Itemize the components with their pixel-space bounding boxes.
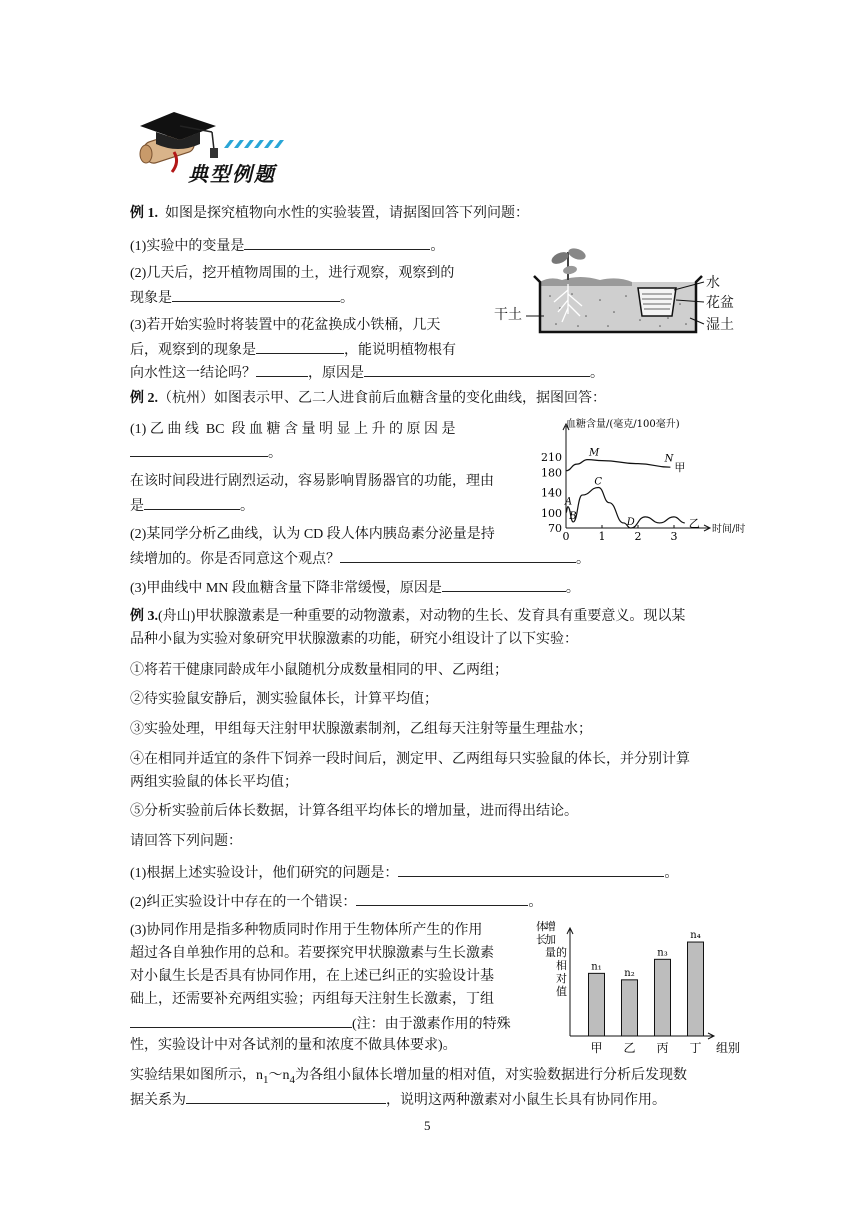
x-axis-label: 时间/时 xyxy=(712,524,746,535)
ex3-step4b-text: 两组实验鼠的体长平均值； xyxy=(130,775,298,790)
answer-blank[interactable] xyxy=(172,287,340,302)
ex3-q3b xyxy=(130,944,494,964)
ex3-res-a-post: 为各组小鼠体长增加量的相对值，对实验数据进行分析后发现数 xyxy=(295,1068,687,1083)
ex3-q2-line xyxy=(130,891,542,913)
ex3-q1-line xyxy=(130,862,678,884)
series-line-2 xyxy=(566,487,685,528)
ex3-step4a-text: ④在相同并适宜的条件下饲养一段时间后，测定甲、乙两组每只实验鼠的体长，并分别计算 xyxy=(130,752,690,767)
ex3-q2: (2)纠正实验设计中存在的一个错误： xyxy=(130,895,357,910)
ex1-q2b-line xyxy=(130,287,354,309)
ex3-res-a-pre: 实验结果如图所示，n xyxy=(130,1068,263,1083)
ex1-q2a: (2)几天后，挖开植物周围的土，进行观察，观察到的 xyxy=(130,266,455,281)
y-axis-label-char: 增 xyxy=(545,920,556,933)
ex1-intro: 如图是探究植物向水性的实验装置，请据图回答下列问题： xyxy=(165,206,529,221)
answer-blank[interactable] xyxy=(144,495,240,510)
answer-blank[interactable] xyxy=(130,442,268,457)
category-label: 丙 xyxy=(656,1041,669,1055)
ex1-q3b-end: ，能说明植物根有 xyxy=(344,343,456,358)
label-wet-soil: 湿土 xyxy=(706,318,734,333)
ex1-q1-text: (1)实验中的变量是 xyxy=(130,239,245,254)
label-water: 水 xyxy=(706,276,720,291)
punct: 。 xyxy=(240,499,254,514)
subscript: 4 xyxy=(289,1073,295,1086)
ex2-q2a: (2)某同学分析乙曲线，认为 CD 段人体内胰岛素分泌量是持 xyxy=(130,527,495,542)
subscript: 1 xyxy=(263,1073,269,1086)
point-label: B xyxy=(569,510,577,522)
plant-hydrotropism-apparatus-icon xyxy=(490,246,740,342)
bar-chart-svg xyxy=(534,922,754,1062)
answer-blank[interactable] xyxy=(186,1089,386,1104)
answer-blank[interactable] xyxy=(442,577,566,592)
y-tick-label: 70 xyxy=(548,522,562,535)
section-title: 典型例题 xyxy=(188,162,276,186)
ex2-q1a-line xyxy=(130,420,456,440)
ex3-q3c-text: 对小鼠生长是否具有协同作用，在上述已纠正的实验设计基 xyxy=(130,969,494,984)
ex3-intro-a: (舟山)甲状腺激素是一种重要的动物激素，对动物的生长、发育具有重要意义。现以某 xyxy=(158,609,686,624)
ex3-step5 xyxy=(130,802,578,822)
ex3-step1-text: ①将若干健康同龄成年小鼠随机分成数量相同的甲、乙两组； xyxy=(130,663,508,678)
x-axis-label: 组别 xyxy=(716,1041,741,1055)
y-axis-label-char: 体 xyxy=(536,920,547,933)
ex1-q3b-line xyxy=(130,339,456,361)
ex1-q3a-line xyxy=(130,316,440,336)
answer-blank[interactable] xyxy=(244,235,430,250)
category-label: 甲 xyxy=(590,1041,603,1055)
ex3-ask-text: 请回答下列问题： xyxy=(130,834,242,849)
y-axis-label: 血糖含量/(毫克/100毫升) xyxy=(566,419,680,430)
answer-blank[interactable] xyxy=(130,1013,352,1028)
ex3-q3e-line xyxy=(130,1013,511,1035)
series-label: 甲 xyxy=(674,461,686,475)
ex3-step2-text: ②待实验鼠安静后，测实验鼠体长，计算平均值； xyxy=(130,692,438,707)
ex1-q3c-line xyxy=(130,362,604,384)
ex1-q3c-mid: ，原因是 xyxy=(308,366,364,381)
bar-value-label: n₁ xyxy=(591,961,602,973)
x-tick-label: 0 xyxy=(562,530,570,543)
y-axis-label-char: 量 xyxy=(545,946,556,959)
ex3-res-b: 据关系为 xyxy=(130,1093,186,1108)
punct: 。 xyxy=(576,552,590,567)
ex3-q3d-text: 础上，还需要补充两组实验；丙组每天注射生长激素，丁组 xyxy=(130,992,494,1007)
ex2-q1b: 在该时间段进行剧烈运动，容易影响胃肠器官的功能，理由 xyxy=(130,474,494,489)
ex1-q2a-line xyxy=(130,264,454,284)
header-logo xyxy=(130,110,290,186)
ex3-step3-text: ③实验处理，甲组每天注射甲状腺激素制剂，乙组每天注射等量生理盐水； xyxy=(130,722,592,737)
y-axis-label-char: 加 xyxy=(545,933,556,946)
ex3-res-b-end: ，说明这两种激素对小鼠生长具有协同作用。 xyxy=(386,1093,666,1108)
ex3-intro-a-line xyxy=(130,607,685,627)
ex2-q2b-line xyxy=(130,548,590,570)
category-label: 乙 xyxy=(623,1041,636,1055)
ex2-label: 例 2. xyxy=(130,391,158,406)
ex1-intro-line xyxy=(130,204,529,224)
point-label: N xyxy=(664,453,674,465)
y-tick-label: 210 xyxy=(541,451,562,465)
ex2-q2a-line xyxy=(130,525,495,545)
punct: 。 xyxy=(590,366,604,381)
ex3-step4b xyxy=(130,773,298,793)
ex3-intro-b-line xyxy=(130,630,578,650)
bar-乙 xyxy=(622,980,638,1036)
ex3-q3d xyxy=(130,990,494,1010)
y-axis-label-char: 相 xyxy=(556,959,567,972)
answer-blank[interactable] xyxy=(398,862,664,877)
ex3-label: 例 3. xyxy=(130,609,158,624)
punct: 。 xyxy=(528,895,543,910)
y-axis-label-part xyxy=(536,919,547,946)
ex1-label: 例 1. xyxy=(130,206,158,221)
x-tick-label: 3 xyxy=(670,530,678,543)
ex3-q3c xyxy=(130,967,494,987)
ex3-q3b-text: 超过各自单独作用的总和。若要探究甲状腺激素与生长激素 xyxy=(130,946,494,961)
y-axis-label-char: 长 xyxy=(536,933,547,946)
punct: 。 xyxy=(340,291,354,306)
ex3-q3a xyxy=(130,921,482,941)
ex1-figure xyxy=(490,246,740,342)
punct: 。 xyxy=(268,446,282,461)
punct: 。 xyxy=(430,239,445,254)
ex3-q3a-text: (3)协同作用是指多种物质同时作用于生物体所产生的作用 xyxy=(130,923,483,938)
punct: 。 xyxy=(565,581,580,596)
ex3-step3 xyxy=(130,720,592,740)
point-label: C xyxy=(594,476,603,488)
ex3-step1 xyxy=(130,661,508,681)
point-label: A xyxy=(564,496,573,508)
ex2-q1a-blank-line xyxy=(130,442,282,464)
ex3-intro-b: 品种小鼠为实验对象研究甲状腺激素的功能，研究小组设计了以下实验： xyxy=(130,632,578,647)
ex2-intro-line xyxy=(130,389,606,409)
ex3-step5-text: ⑤分析实验前后体长数据，计算各组平均体长的增加量，进而得出结论。 xyxy=(130,804,578,819)
y-axis-label-char: 对 xyxy=(556,972,567,985)
ex2-q1c: 是 xyxy=(130,499,144,514)
ex2-q3-line xyxy=(130,577,580,599)
ex3-q3f xyxy=(130,1036,457,1056)
ex3-step2 xyxy=(130,690,438,710)
ex1-q2b: 现象是 xyxy=(130,291,172,306)
ex3-q3e: (注：由于激素作用的特殊 xyxy=(352,1017,511,1032)
answer-blank[interactable] xyxy=(256,362,308,377)
ex2-q3: (3)甲曲线中 MN 段血糖含量下降非常缓慢，原因是 xyxy=(130,581,442,596)
bar-甲 xyxy=(589,973,605,1036)
answer-blank[interactable] xyxy=(340,548,576,563)
y-axis-label-char: 值 xyxy=(556,985,567,998)
blood-sugar-chart xyxy=(530,418,746,543)
x-tick-label: 2 xyxy=(634,530,642,543)
ex1-q1-line xyxy=(130,235,444,257)
y-tick-label: 100 xyxy=(541,506,562,520)
blood-sugar-chart-svg xyxy=(530,418,746,543)
y-axis-label-part xyxy=(556,946,567,998)
point-label: M xyxy=(589,447,600,459)
body-length-bar-chart xyxy=(534,922,754,1062)
ex1-q3b: 后，观察到的现象是 xyxy=(130,343,256,358)
point-label: D xyxy=(626,517,635,528)
bar-丙 xyxy=(655,959,671,1036)
bar-丁 xyxy=(688,942,704,1036)
series-line-1 xyxy=(566,460,670,471)
label-pot: 花盆 xyxy=(706,296,734,311)
ex3-result-a xyxy=(130,1066,687,1090)
label-dry-soil: 干土 xyxy=(494,308,522,323)
answer-blank[interactable] xyxy=(364,362,590,377)
ex2-q1a: (1) 乙 曲 线 BC 段 血 糖 含 量 明 显 上 升 的 原 因 是 xyxy=(130,422,456,437)
page-number: 5 xyxy=(424,1118,431,1133)
y-tick-label: 180 xyxy=(541,466,562,480)
bar-value-label: n₂ xyxy=(624,967,635,979)
ex3-ask xyxy=(130,832,242,852)
ex2-q1c-line xyxy=(130,495,254,517)
ex3-q3f-text: 性，实验设计中对各试剂的量和浓度不做具体要求)。 xyxy=(130,1038,457,1053)
answer-blank[interactable] xyxy=(356,891,528,906)
answer-blank[interactable] xyxy=(256,339,344,354)
ex3-q1: (1)根据上述实验设计，他们研究的问题是： xyxy=(130,866,399,881)
ex3-res-a-mid: ～n xyxy=(268,1068,290,1083)
bar-value-label: n₄ xyxy=(690,930,701,942)
ex3-step4a xyxy=(130,750,690,770)
ex2-q2b: 续增加的。你是否同意这个观点？ xyxy=(130,552,340,567)
y-tick-label: 140 xyxy=(541,486,562,500)
ex1-q3c: 向水性这一结论吗？ xyxy=(130,366,256,381)
ex1-q3a: (3)若开始实验时将装置中的花盆换成小铁桶，几天 xyxy=(130,318,441,333)
ex2-q1b-line xyxy=(130,472,494,492)
y-axis-label-char: 的 xyxy=(556,946,567,959)
series-label: 乙 xyxy=(688,516,700,530)
ex3-result-b xyxy=(130,1089,666,1111)
ex2-intro: （杭州）如图表示甲、乙二人进食前后血糖含量的变化曲线，据图回答： xyxy=(158,391,606,406)
x-tick-label: 1 xyxy=(598,530,606,543)
category-label: 丁 xyxy=(689,1041,702,1055)
punct: 。 xyxy=(664,866,679,881)
bar-value-label: n₃ xyxy=(657,947,668,959)
